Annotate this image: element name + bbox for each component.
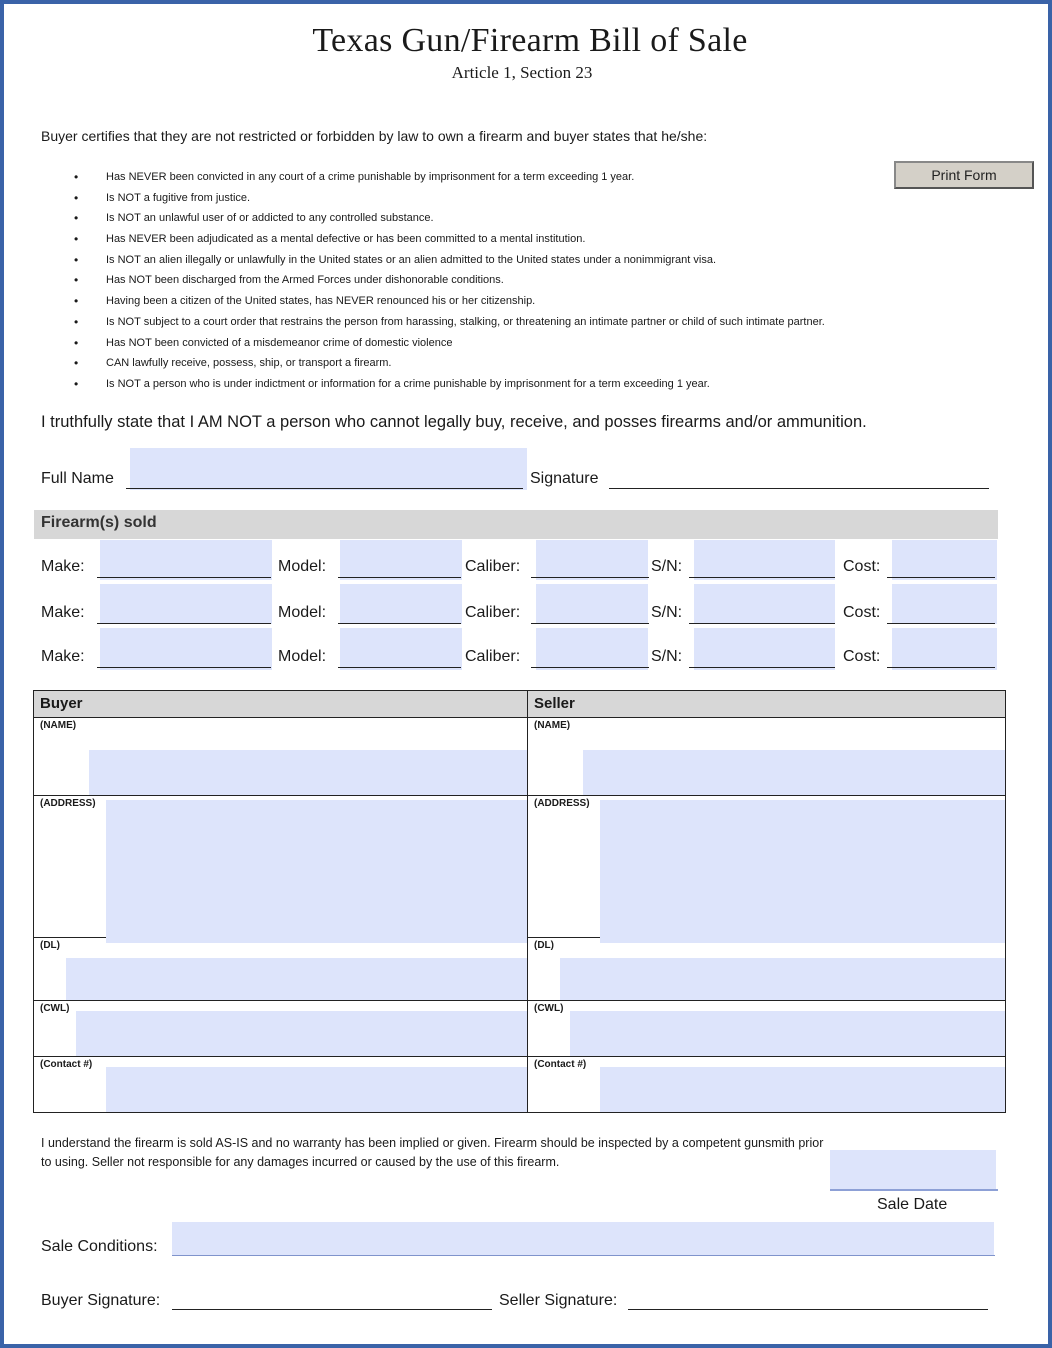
buyer-cwl-label: (CWL) [40,1003,70,1014]
serial-line [689,667,835,668]
seller-dl-input[interactable] [560,958,1005,1000]
as-is-disclaimer: I understand the firearm is sold AS-IS and no warranty has been implied or given. Firearm should be inspected by a competent gunsmith prior to using. Seller not responsible for any damages incurred or caused by the use of this firearm. [41,1136,824,1169]
model-input[interactable] [340,584,462,624]
seller-name-cell [528,718,1006,796]
model-input[interactable] [340,540,462,580]
list-item: • Is NOT a person who is under indictment or information for a crime punishable by imprisonment for a term exceeding 1 year. [74,374,1014,395]
model-line [338,667,461,668]
certification-list [74,167,1014,395]
list-item: • Is NOT subject to a court order that restrains the person from harassing, stalking, or threatening an intimate partner or child of such intimate partner. [74,312,1014,333]
buyer-signature-line[interactable] [172,1309,492,1310]
buyer-name-cell [34,718,528,796]
seller-name-label: (NAME) [534,720,571,731]
caliber-input[interactable] [536,584,648,624]
seller-address-label: (ADDRESS) [534,798,590,809]
list-item: • Is NOT an alien illegally or unlawfully in the United states or an alien admitted to the United states under a nonimmigrant visa. [74,250,1014,271]
list-item: • Having been a citizen of the United states, has NEVER renounced his or her citizenship. [74,291,1014,312]
buyer-address-cell [34,796,528,938]
make-line [97,667,271,668]
page-subtitle: Article 1, Section 23 [451,63,593,82]
list-item: • Is NOT a fugitive from justice. [74,188,1014,209]
intro-text: Buyer certifies that they are not restricted or forbidden by law to own a firearm and buyer states that he/she: [41,128,708,144]
buyer-name-input[interactable] [89,750,527,795]
sale-conditions-input[interactable] [172,1222,994,1256]
firearms-section-title: Firearm(s) sold [41,514,157,531]
caliber-input[interactable] [536,628,648,670]
make-label: Make: [41,604,85,621]
model-label: Model: [278,648,327,665]
legal-statement: I truthfully state that I AM NOT a person who cannot legally buy, receive, and posses firearms and/or ammunition. [41,413,867,431]
page-title: Texas Gun/Firearm Bill of Sale [312,22,748,59]
sale-conditions-label: Sale Conditions: [41,1238,158,1255]
caliber-line [531,667,649,668]
seller-address-input[interactable] [600,800,1005,943]
make-line [97,577,271,578]
cost-input[interactable] [892,628,997,670]
buyer-dl-input[interactable] [66,958,527,1000]
model-line [338,623,461,624]
make-label: Make: [41,648,85,665]
model-input[interactable] [340,628,462,670]
sale-conditions-line [172,1255,995,1256]
full-name-input[interactable] [130,448,527,490]
model-label: Model: [278,558,327,575]
cost-input[interactable] [892,540,997,580]
cost-line [887,667,995,668]
make-label: Make: [41,558,85,575]
cost-label: Cost: [843,648,881,665]
seller-cwl-input[interactable] [570,1011,1005,1056]
caliber-line [531,623,649,624]
buyer-contact-cell [34,1057,528,1113]
cost-line [887,577,995,578]
full-name-label: Full Name [41,470,114,487]
make-line [97,623,271,624]
cost-line [887,623,995,624]
list-item: • Is NOT an unlawful user of or addicted to any controlled substance. [74,208,1014,229]
list-item: • Has NEVER been convicted in any court of a crime punishable by imprisonment for a term exceeding 1 year. [74,167,1014,188]
signature-line[interactable] [609,488,989,489]
seller-cwl-label: (CWL) [534,1003,564,1014]
seller-signature-label: Seller Signature: [499,1292,618,1309]
sale-date-line [830,1189,998,1191]
cost-label: Cost: [843,558,881,575]
seller-contact-input[interactable] [600,1067,1005,1112]
signature-label: Signature [530,470,599,487]
list-item: • Has NOT been discharged from the Armed Forces under dishonorable conditions. [74,270,1014,291]
list-item: • CAN lawfully receive, possess, ship, or transport a firearm. [74,353,1014,374]
sale-date-label: Sale Date [877,1196,948,1213]
list-item: • Has NOT been convicted of a misdemeanor crime of domestic violence [74,333,1014,354]
make-input[interactable] [100,628,272,670]
buyer-dl-cell [34,938,528,1001]
seller-contact-label: (Contact #) [534,1059,587,1070]
buyer-contact-input[interactable] [106,1067,527,1112]
serial-label: S/N: [651,558,683,575]
list-item: • Has NEVER been adjudicated as a mental defective or has been committed to a mental institution. [74,229,1014,250]
serial-input[interactable] [694,584,835,624]
buyer-signature-label: Buyer Signature: [41,1292,161,1309]
buyer-name-label: (NAME) [40,720,77,731]
caliber-label: Caliber: [465,558,521,575]
caliber-label: Caliber: [465,604,521,621]
buyer-address-input[interactable] [106,800,527,943]
serial-input[interactable] [694,540,835,580]
buyer-cwl-cell [34,1001,528,1057]
buyer-seller-table [33,690,1006,1113]
seller-signature-line[interactable] [628,1309,988,1310]
serial-line [689,623,835,624]
make-input[interactable] [100,584,272,624]
model-label: Model: [278,604,327,621]
seller-header: Seller [528,691,1006,718]
serial-line [689,577,835,578]
caliber-input[interactable] [536,540,648,580]
full-name-line [126,488,523,489]
serial-input[interactable] [694,628,835,670]
cost-label: Cost: [843,604,881,621]
make-input[interactable] [100,540,272,580]
buyer-address-label: (ADDRESS) [40,798,96,809]
sale-date-input[interactable] [830,1150,996,1190]
seller-dl-cell [528,938,1006,1001]
serial-label: S/N: [651,648,683,665]
buyer-header: Buyer [34,691,528,718]
caliber-line [531,577,649,578]
seller-dl-label: (DL) [534,940,554,951]
buyer-contact-label: (Contact #) [40,1059,93,1070]
cost-input[interactable] [892,584,997,624]
seller-name-input[interactable] [583,750,1005,795]
seller-contact-cell [528,1057,1006,1113]
print-form-button[interactable]: Print Form [894,161,1034,189]
model-line [338,577,461,578]
caliber-label: Caliber: [465,648,521,665]
buyer-cwl-input[interactable] [76,1011,527,1056]
serial-label: S/N: [651,604,683,621]
seller-cwl-cell [528,1001,1006,1057]
buyer-dl-label: (DL) [40,940,60,951]
seller-address-cell [528,796,1006,938]
firearms-section-header [34,510,998,539]
